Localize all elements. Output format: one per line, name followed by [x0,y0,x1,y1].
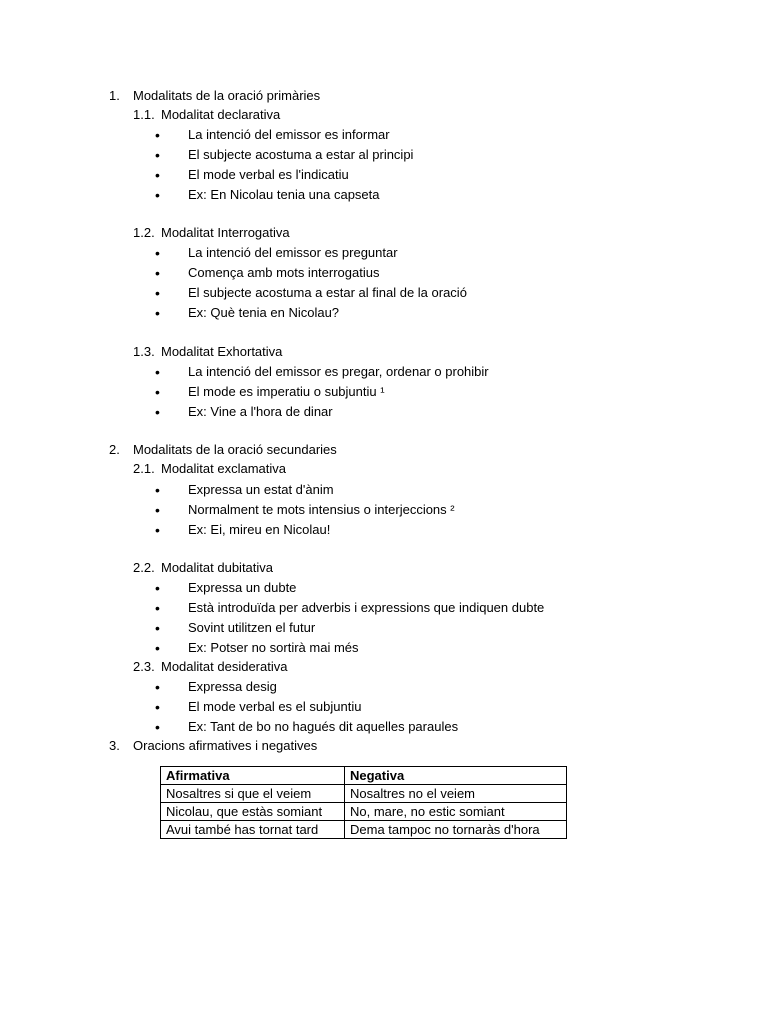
bullet-icon: • [155,482,160,498]
bullet-icon: • [155,600,160,616]
bullet-text: La intenció del emissor es informar [188,127,390,142]
section-title: Oracions afirmatives i negatives [133,738,318,753]
bullet-text: Sovint utilitzen el futur [188,620,316,635]
bullet-icon: • [155,285,160,301]
bullet-icon: • [155,502,160,518]
bullet-text: Ex: En Nicolau tenia una capseta [188,187,380,202]
subsection-title: Modalitat dubitativa [161,560,274,575]
bullet-text: El subjecte acostuma a estar al final de la oració [188,285,467,300]
subsection-number: 2.2. [133,560,155,575]
subsection-title: Modalitat declarativa [161,107,281,122]
bullet-icon: • [155,167,160,183]
subsection-title: Modalitat exclamativa [161,461,286,476]
table-header-cell: Negativa [345,767,567,785]
bullet-text: Expressa un dubte [188,580,297,595]
bullet-icon: • [155,245,160,261]
bullet-text: Ex: Vine a l'hora de dinar [188,404,333,419]
bullet-icon: • [155,580,160,596]
bullet-text: Està introduïda per adverbis i expressions que indiquen dubte [188,600,545,615]
bullet-icon: • [155,620,160,636]
comparison-table [160,766,567,839]
bullet-text: Ex: Tant de bo no hagués dit aquelles paraules [188,719,459,734]
subsection-number: 1.3. [133,344,155,359]
bullet-icon: • [155,522,160,538]
table-cell: Nosaltres no el veiem [345,785,567,803]
bullet-icon: • [155,384,160,400]
subsection-title: Modalitat Interrogativa [161,225,290,240]
table-cell: Nosaltres si que el veiem [161,785,345,803]
bullet-text: Ex: Què tenia en Nicolau? [188,305,340,320]
subsection-title: Modalitat desiderativa [161,659,288,674]
table-row [161,821,567,839]
bullet-icon: • [155,187,160,203]
table-cell: Dema tampoc no tornaràs d'hora [345,821,567,839]
bullet-text: Expressa un estat d'ànim [188,482,334,497]
bullet-text: Comença amb mots interrogatius [188,265,380,280]
table-row [161,803,567,821]
bullet-text: La intenció del emissor es preguntar [188,245,398,260]
table-header-cell: Afirmativa [161,767,345,785]
subsection-number: 2.1. [133,461,155,476]
bullet-text: Ex: Potser no sortirà mai més [188,640,359,655]
bullet-icon: • [155,305,160,321]
bullet-text: Expressa desig [188,679,277,694]
bullet-text: Normalment te mots intensius o interjeccions ² [188,502,455,517]
table-cell: No, mare, no estic somiant [345,803,567,821]
bullet-icon: • [155,699,160,715]
table-cell: Avui també has tornat tard [161,821,345,839]
section-number: 1. [109,88,120,103]
bullet-text: La intenció del emissor es pregar, ordenar o prohibir [188,364,489,379]
bullet-icon: • [155,265,160,281]
subsection-title: Modalitat Exhortativa [161,344,283,359]
bullet-icon: • [155,404,160,420]
table-row [161,785,567,803]
bullet-text: El mode es imperatiu o subjuntiu ¹ [188,384,385,399]
table-header-row [161,767,567,785]
bullet-text: El mode verbal es l'indicatiu [188,167,349,182]
bullet-icon: • [155,364,160,380]
section-title: Modalitats de la oració secundaries [133,442,337,457]
section-number: 3. [109,738,120,753]
table-cell: Nicolau, que estàs somiant [161,803,345,821]
bullet-text: El subjecte acostuma a estar al principi [188,147,414,162]
bullet-icon: • [155,679,160,695]
section-title: Modalitats de la oració primàries [133,88,321,103]
bullet-icon: • [155,147,160,163]
bullet-text: El mode verbal es el subjuntiu [188,699,362,714]
subsection-number: 1.2. [133,225,155,240]
section-number: 2. [109,442,120,457]
bullet-icon: • [155,640,160,656]
subsection-number: 1.1. [133,107,155,122]
subsection-number: 2.3. [133,659,155,674]
bullet-icon: • [155,127,160,143]
bullet-text: Ex: Ei, mireu en Nicolau! [188,522,331,537]
bullet-icon: • [155,719,160,735]
